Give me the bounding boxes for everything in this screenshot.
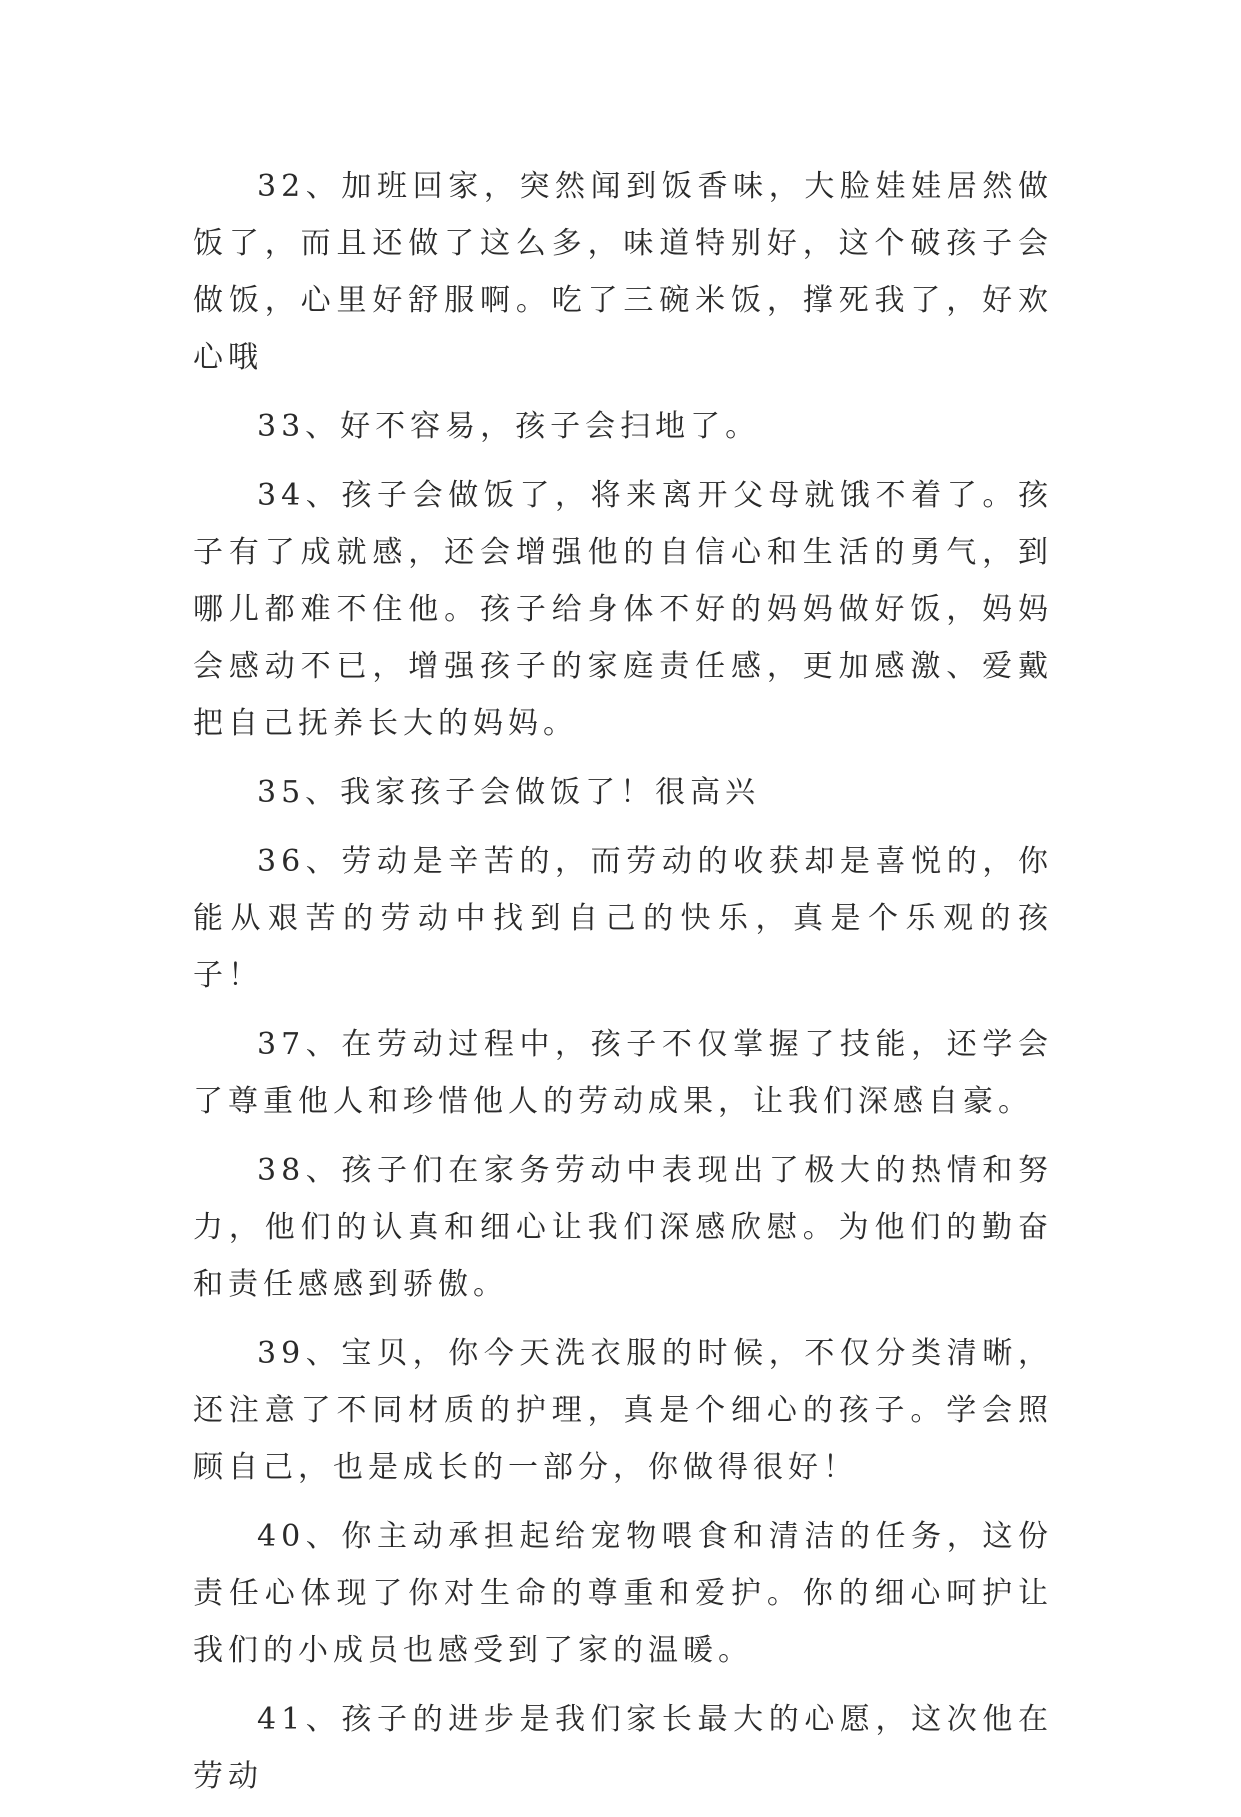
paragraph-38: 38、孩子们在家务劳动中表现出了极大的热情和努力，他们的认真和细心让我们深感欣慰。为他们的勤奋和责任感感到骄傲。 <box>193 1153 1053 1302</box>
paragraph-32: 32、加班回家，突然闻到饭香味，大脸娃娃居然做饭了，而且还做了这么多，味道特别好，这个破孩子会做饭，心里好舒服啊。吃了三碗米饭，撑死我了，好欢心哦 <box>193 169 1053 375</box>
paragraph-41: 41、孩子的进步是我们家长最大的心愿，这次他在劳动 <box>193 1702 1053 1794</box>
document-body <box>193 158 1053 1817</box>
paragraph-39: 39、宝贝，你今天洗衣服的时候，不仅分类清晰，还注意了不同材质的护理，真是个细心的孩子。学会照顾自己，也是成长的一部分，你做得很好！ <box>193 1336 1053 1485</box>
paragraph-34: 34、孩子会做饭了，将来离开父母就饿不着了。孩子有了成就感，还会增强他的自信心和生活的勇气，到哪儿都难不住他。孩子给身体不好的妈妈做好饭，妈妈会感动不已，增强孩子的家庭责任感，更加感激、爱戴把自己抚养长大的妈妈。 <box>193 478 1053 741</box>
paragraph-37: 37、在劳动过程中，孩子不仅掌握了技能，还学会了尊重他人和珍惜他人的劳动成果，让我们深感自豪。 <box>193 1027 1053 1119</box>
paragraph-33: 33、好不容易，孩子会扫地了。 <box>257 409 761 444</box>
paragraph-40: 40、你主动承担起给宠物喂食和清洁的任务，这份责任心体现了你对生命的尊重和爱护。你的细心呵护让我们的小成员也感受到了家的温暖。 <box>193 1519 1053 1668</box>
paragraph-36: 36、劳动是辛苦的，而劳动的收获却是喜悦的，你能从艰苦的劳动中找到自己的快乐，真是个乐观的孩子！ <box>193 844 1053 993</box>
paragraph-35: 35、我家孩子会做饭了！很高兴 <box>257 775 761 810</box>
